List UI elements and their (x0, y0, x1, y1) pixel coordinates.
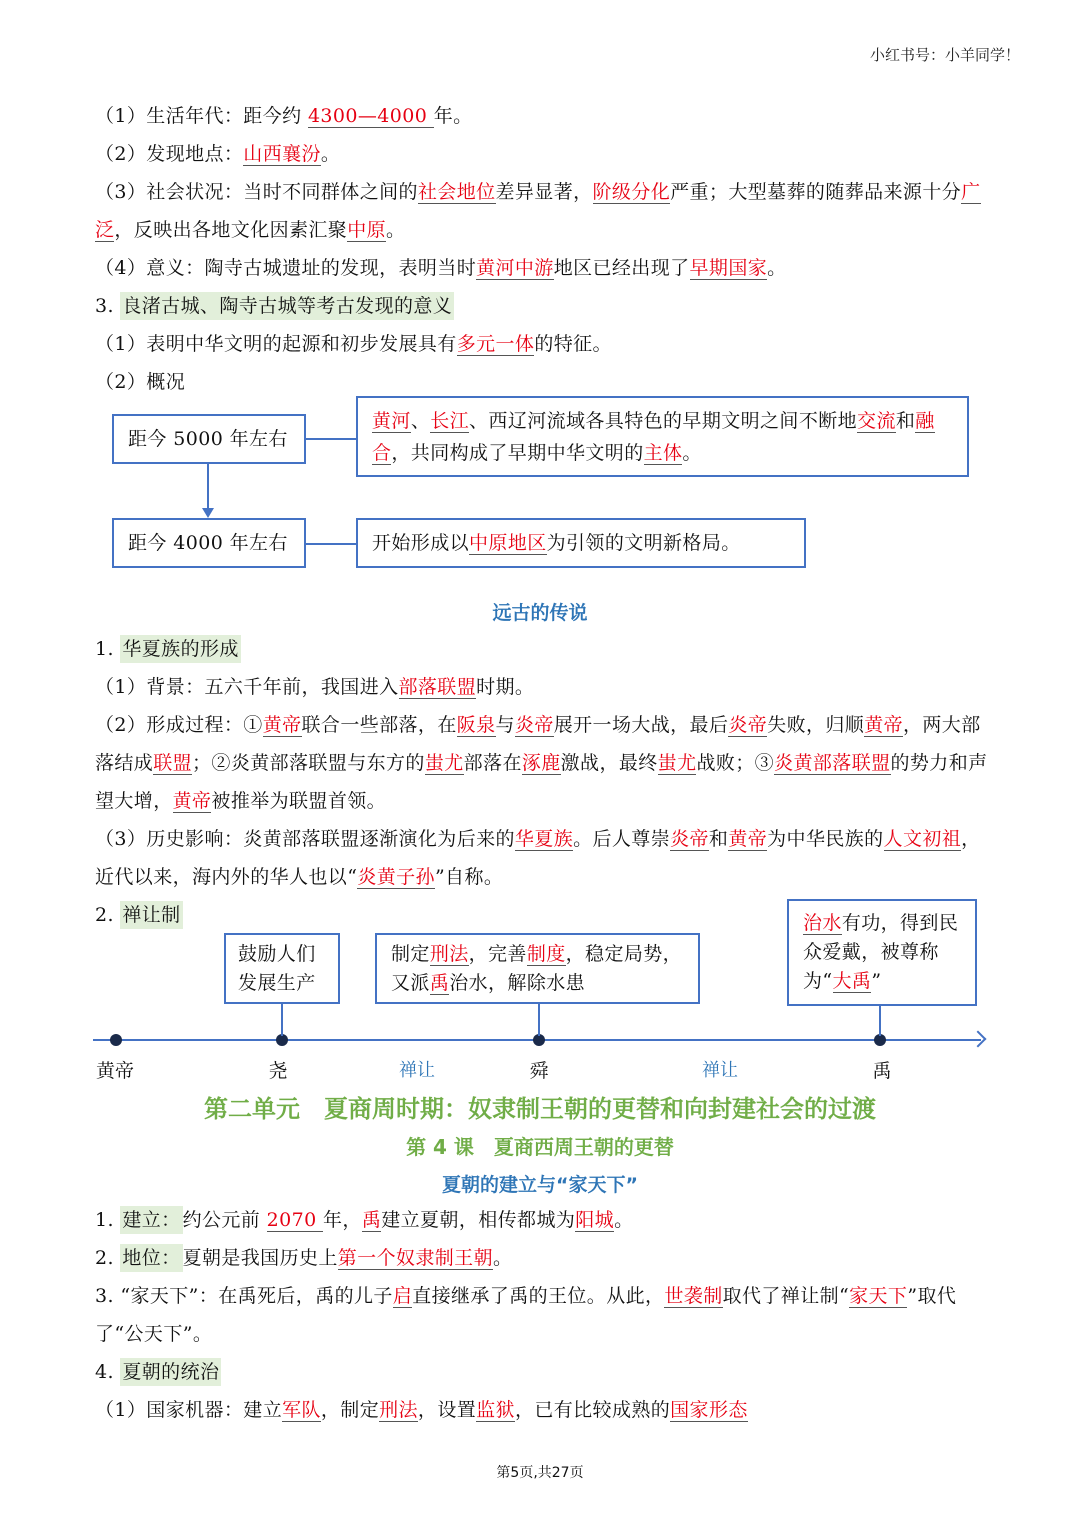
answer-text: 炎黄子孙 (357, 866, 435, 888)
highlighted-label: 建立： (120, 1206, 182, 1234)
text: （1）表明中华文明的起源和初步发展具有 (95, 333, 457, 355)
highlighted-label: 地位： (120, 1244, 182, 1272)
down-arrow (207, 464, 209, 512)
text: 和 (708, 828, 729, 850)
paragraph (95, 1239, 990, 1277)
text: 夏朝是我国历史上 (182, 1247, 338, 1269)
text: 部落在 (463, 752, 522, 774)
text: 差异显著， (495, 181, 593, 203)
section-heading-legends: 远古的传说 (492, 602, 588, 624)
text: 有功，得到民众爱戴，被尊称为“ (803, 912, 959, 992)
answer-text: 社会地位 (417, 181, 496, 203)
text: 1. (95, 1209, 121, 1231)
paragraph (95, 1277, 990, 1353)
text: 2. (95, 1247, 121, 1269)
text: 的势力和声望大增， (95, 752, 988, 812)
timeline-label: 黄帝 (95, 1060, 135, 1082)
unit-title: 第二单元 夏商周时期：奴隶制王朝的更替和向封建社会的过渡 (204, 1095, 876, 1123)
text: 3. (95, 295, 121, 317)
answer-text: 蚩尤 (657, 752, 697, 774)
text: （1）生活年代：距今约 (95, 105, 308, 127)
text: ” (871, 970, 882, 992)
connector (538, 1003, 540, 1036)
connector (281, 1003, 283, 1036)
text: 年， (323, 1209, 362, 1231)
answer-text: 黄帝 (864, 714, 903, 736)
answer-text: 刑法 (379, 1399, 418, 1421)
paragraph (95, 668, 990, 706)
answer-text: 禹 (429, 971, 450, 994)
text: 1. (95, 638, 121, 660)
text: 、西辽河流域各具特色的早期文明之间不断地 (469, 409, 858, 432)
answer-text: 山西襄汾 (243, 143, 321, 165)
timeline-label: 禹 (872, 1060, 892, 1082)
paragraph (95, 135, 990, 173)
page-number: 第5页,共27页 (496, 1465, 584, 1481)
text: 失败，归顺 (767, 714, 865, 736)
answer-text: 制度 (526, 942, 566, 965)
paragraph (95, 820, 990, 896)
answer-text: 启 (392, 1285, 413, 1307)
answer-text: 国家形态 (670, 1399, 748, 1421)
connector (879, 1005, 881, 1036)
desc-text (372, 405, 953, 469)
paragraph (95, 1201, 990, 1239)
text: 为中华民族的 (767, 828, 884, 850)
text: 联合一些部落，在 (301, 714, 457, 736)
timeline-box-yu (787, 899, 977, 1006)
period-label: 距今 4000 年左右 (128, 532, 288, 554)
answer-text: 涿鹿 (521, 752, 561, 774)
paragraph (95, 630, 990, 668)
answer-text: 治水 (803, 912, 842, 934)
answer-text: 交流 (857, 409, 896, 432)
answer-text: 黄帝 (728, 828, 768, 850)
paragraph (95, 249, 990, 287)
text: 展开一场大战，最后 (553, 714, 729, 736)
text: ，稳定局势，又派 (391, 942, 683, 994)
answer-text: 早期国家 (689, 257, 768, 279)
text: 4. (95, 1361, 121, 1383)
answer-text: 部落联盟 (398, 676, 477, 698)
section-heading-xia: 夏朝的建立与“家天下” (442, 1174, 638, 1196)
text: 年。 (433, 105, 473, 127)
answer-text: 联盟 (153, 752, 193, 774)
text: 战败；③ (696, 752, 775, 774)
text: 约公元前 (182, 1209, 267, 1231)
text: 。 (767, 257, 787, 279)
paragraph (95, 1353, 990, 1391)
text: ；②炎黄部落联盟与东方的 (192, 752, 425, 774)
text: ”自称。 (434, 866, 504, 888)
text: 开始形成以 (372, 532, 470, 554)
text: ，两大部落结成 (95, 714, 981, 774)
answer-text: 黄河 (372, 409, 411, 432)
highlighted-label: 夏朝的统治 (120, 1358, 221, 1386)
period-box-4000 (112, 518, 306, 568)
answer-text: 黄河中游 (476, 257, 554, 279)
text: 地区已经出现了 (553, 257, 690, 279)
paragraph (95, 706, 990, 820)
paragraph (95, 1391, 990, 1429)
answer-text: 中原地区 (469, 532, 547, 554)
arrow-head-icon (202, 508, 214, 518)
timeline-box-yao (224, 933, 340, 1004)
timeline-label: 禅让 (702, 1060, 738, 1081)
answer-text: 长江 (430, 409, 470, 432)
text: 建立夏朝，相传都城为 (381, 1209, 576, 1231)
text: （2）概况 (95, 371, 186, 393)
text: 和 (895, 409, 916, 432)
timeline-label: 尧 (268, 1060, 288, 1082)
text: 治水，解除水患 (449, 971, 586, 994)
text: ，设置 (417, 1399, 477, 1421)
text: ，完善 (468, 942, 527, 965)
text: （2）发现地点： (95, 143, 244, 165)
answer-text: 监狱 (476, 1399, 515, 1421)
text: 为引领的文明新格局。 (546, 532, 741, 554)
text: （3）历史影响：炎黄部落联盟逐渐演化为后来的 (95, 828, 515, 850)
text: 2. (95, 904, 121, 926)
answer-text: 主体 (643, 441, 683, 464)
answer-text: 禹 (361, 1209, 382, 1231)
text: ，近代以来，海内外的华人也以“ (95, 828, 981, 888)
answer-text: 刑法 (429, 942, 469, 965)
answer-text: 广泛 (95, 181, 981, 241)
text: 被推举为联盟首领。 (211, 790, 387, 812)
timeline-dot (110, 1034, 122, 1046)
text: 直接继承了禹的王位。从此， (412, 1285, 665, 1307)
text: ，共同构成了早期中华文明的 (391, 441, 644, 464)
paragraph (95, 287, 990, 325)
text: （4）意义：陶寺古城遗址的发现，表明当时 (95, 257, 477, 279)
answer-text: 人文初祖 (883, 828, 962, 850)
text: （1）国家机器：建立 (95, 1399, 283, 1421)
lesson-title: 第 4 课 夏商西周王朝的更替 (406, 1135, 674, 1159)
answer-text: 家天下 (849, 1285, 908, 1307)
period-box-5000 (112, 414, 306, 464)
highlighted-label: 良渚古城、陶寺古城等考古发现的意义 (120, 292, 454, 320)
answer-text: 华夏族 (514, 828, 574, 850)
text: ，制定 (320, 1399, 380, 1421)
answer-text: 蚩尤 (424, 752, 464, 774)
answer-text: 炎帝 (670, 828, 709, 850)
text: 与 (495, 714, 515, 736)
answer-text: 第一个奴隶制王朝 (337, 1247, 493, 1269)
period-desc-5000 (356, 396, 969, 477)
answer-text: 融合 (372, 409, 935, 464)
answer-text: 4300—4000 (307, 105, 434, 127)
timeline-label: 舜 (529, 1060, 549, 1082)
highlighted-label: 禅让制 (120, 901, 182, 929)
answer-text: 中原 (347, 219, 387, 241)
desc-text (372, 527, 741, 559)
paragraph (95, 173, 990, 249)
text: 鼓励人们发展生产 (238, 942, 316, 994)
box-text (803, 909, 961, 996)
text: ”取代了“公天下”。 (95, 1285, 957, 1345)
text: ，已有比较成熟的 (514, 1399, 671, 1421)
answer-text: 大禹 (832, 970, 872, 992)
box-text (238, 940, 326, 998)
answer-text: 世袭制 (664, 1285, 723, 1307)
answer-text: 炎帝 (514, 714, 554, 736)
answer-text: 阪泉 (456, 714, 496, 736)
answer-text: 黄帝 (172, 790, 212, 812)
answer-text: 军队 (282, 1399, 321, 1421)
answer-text: 炎帝 (728, 714, 768, 736)
text: 时期。 (476, 676, 535, 698)
account-watermark: 小红书号：小羊同学！ (869, 46, 1020, 64)
timeline-label: 禅让 (399, 1060, 435, 1081)
timeline-box-shun (375, 933, 700, 1004)
connector (306, 543, 356, 545)
connector (306, 438, 356, 440)
text: 。 (320, 143, 341, 165)
text: 严重；大型墓葬的随葬品来源十分 (670, 181, 962, 203)
text: （1）背景：五六千年前，我国进入 (95, 676, 399, 698)
text: 。 (386, 219, 406, 241)
answer-text: 炎黄部落联盟 (774, 752, 891, 774)
highlighted-label: 华夏族的形成 (120, 635, 240, 663)
text: ，反映出各地文化因素汇聚 (114, 219, 348, 241)
text: 。 (492, 1247, 513, 1269)
answer-text: 阶级分化 (592, 181, 671, 203)
text: 取代了禅让制“ (722, 1285, 850, 1307)
answer-text: 黄帝 (262, 714, 302, 736)
period-label: 距今 5000 年左右 (128, 428, 288, 450)
paragraph (95, 97, 990, 135)
text: （3）社会状况：当时不同群体之间的 (95, 181, 418, 203)
period-desc-4000 (356, 518, 806, 568)
text: 。后人尊崇 (573, 828, 671, 850)
text: 3. “家天下”：在禹死后，禹的儿子 (95, 1285, 393, 1307)
text: 。 (614, 1209, 634, 1231)
answer-text: 多元一体 (456, 333, 535, 355)
text: 、 (410, 409, 431, 432)
text: （2）形成过程：① (95, 714, 263, 736)
text: 制定 (391, 942, 430, 965)
text: 的特征。 (534, 333, 612, 355)
answer-text: 阳城 (575, 1209, 615, 1231)
answer-text: 2070 (266, 1209, 324, 1231)
paragraph (95, 325, 990, 363)
text: 。 (682, 441, 702, 464)
text: 激战，最终 (560, 752, 658, 774)
box-text (391, 940, 684, 998)
arrow-right-icon (970, 1031, 987, 1048)
